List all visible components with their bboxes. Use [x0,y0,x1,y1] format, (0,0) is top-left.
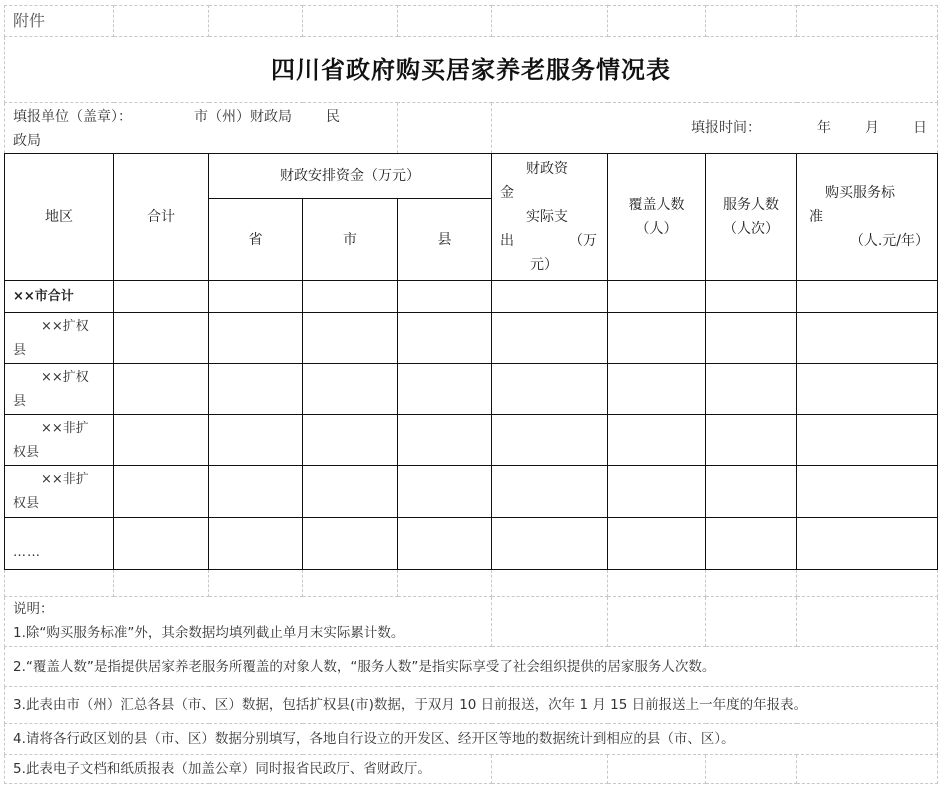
grid-cell[interactable] [209,570,303,597]
table-row [5,466,938,518]
header-province: 省 [209,199,303,281]
data-cell[interactable] [114,466,209,518]
data-cell[interactable] [608,313,706,364]
grid-cell[interactable] [492,570,608,597]
row-label-line: 权县 [13,496,40,511]
grid-cell[interactable] [797,755,938,784]
row-label-line: ××非扩 [41,472,89,487]
data-cell[interactable] [492,466,608,518]
data-cell[interactable] [114,364,209,415]
data-cell[interactable] [209,518,303,570]
data-cell[interactable] [797,364,938,415]
note-item-2: 2.“覆盖人数”是指提供居家养老服务所覆盖的对象人数，“服务人数”是指实际享受了社会组织提供的居家服务人次数。 [5,647,938,687]
data-cell[interactable] [797,415,938,466]
header-purchase-standard [797,154,938,281]
fill-unit-label: 填报单位（盖章）： [13,109,132,125]
grid-cell[interactable] [608,6,706,37]
header-actual-spend-line: 出 [500,233,514,249]
header-service-count [706,154,797,281]
header-coverage-line: 覆盖人数 [628,197,685,213]
data-cell[interactable] [797,466,938,518]
data-cell[interactable] [209,466,303,518]
grid-cell[interactable] [398,103,492,154]
data-cell[interactable] [608,281,706,313]
data-cell[interactable] [492,364,608,415]
header-coverage [608,154,706,281]
data-cell[interactable] [398,364,492,415]
page-title: 四川省政府购买居家养老服务情况表 [5,37,938,103]
header-county: 县 [398,199,492,281]
grid-cell[interactable] [706,570,797,597]
grid-cell[interactable] [608,570,706,597]
data-cell[interactable] [398,313,492,364]
data-cell[interactable] [303,281,398,313]
header-standard-line: （人.元/年） [849,233,929,249]
grid-cell[interactable] [797,570,938,597]
row-label [5,364,114,415]
data-cell[interactable] [303,518,398,570]
data-cell[interactable] [706,364,797,415]
data-cell[interactable] [797,313,938,364]
data-cell[interactable] [492,313,608,364]
data-cell[interactable] [398,415,492,466]
header-actual-spend-line: 元） [530,257,558,273]
month-label: 月 [865,120,879,136]
note-item-4: 4.请将各行政区划的县（市、区）数据分别填写，各地自行设立的开发区、经开区等地的数据统计到相应的县（市、区）。 [5,724,938,755]
grid-cell[interactable] [398,6,492,37]
table-row [5,281,938,313]
fill-unit-cell[interactable] [5,103,398,154]
data-cell[interactable] [608,415,706,466]
header-actual-spend-line: （万 [569,233,597,249]
header-service-line: （人次） [723,221,779,237]
row-label-line: ××扩权 [41,370,89,385]
grid-cell[interactable] [797,6,938,37]
grid-cell[interactable] [492,597,608,647]
grid-cell[interactable] [303,570,398,597]
row-label-line: 县 [13,343,27,358]
row-label [5,415,114,466]
grid-cell[interactable] [706,6,797,37]
report-form [4,5,938,784]
row-label: ××市合计 [5,281,114,313]
table-row [5,518,938,570]
data-cell[interactable] [303,313,398,364]
grid-cell[interactable] [608,597,706,647]
notes-heading: 说明： [13,601,54,617]
civil-affairs-label-part2: 政局 [13,133,41,149]
data-cell[interactable] [209,313,303,364]
notes-heading-cell [5,597,492,647]
header-standard-line: 购买服务标 [825,185,895,201]
data-cell[interactable] [209,415,303,466]
header-actual-spend [492,154,608,281]
header-actual-spend-line: 财政资 [526,161,568,177]
grid-cell[interactable] [303,6,398,37]
row-label-line: 县 [13,394,27,409]
note-item-3: 3.此表由市（州）汇总各县（市、区）数据，包括扩权县(市)数据，于双月 10 日前报送，次年 1 月 15 日前报送上一年度的年报表。 [5,687,938,724]
attachment-label: 附件 [5,6,114,37]
header-region: 地区 [5,154,114,281]
grid-cell[interactable] [706,597,797,647]
header-standard-line: 准 [809,209,823,225]
data-cell[interactable] [797,281,938,313]
header-service-line: 服务人数 [723,197,779,213]
data-cell[interactable] [706,415,797,466]
header-total: 合计 [114,154,209,281]
data-cell[interactable] [608,364,706,415]
grid-cell[interactable] [492,755,608,784]
data-cell[interactable] [492,415,608,466]
grid-cell[interactable] [209,6,303,37]
data-cell[interactable] [706,313,797,364]
grid-cell[interactable] [492,6,608,37]
row-label-line: ××扩权 [41,319,89,334]
data-cell[interactable] [114,313,209,364]
data-cell[interactable] [398,518,492,570]
day-label: 日 [913,120,927,136]
data-cell[interactable] [114,518,209,570]
table-row [5,364,938,415]
header-actual-spend-line: 实际支 [526,209,568,225]
grid-cell[interactable] [608,755,706,784]
row-label [5,313,114,364]
grid-cell[interactable] [706,755,797,784]
data-cell[interactable] [492,281,608,313]
finance-bureau-label: 市（州）财政局 [194,109,292,125]
grid-cell[interactable] [398,570,492,597]
data-cell[interactable] [608,518,706,570]
data-cell[interactable] [209,281,303,313]
fill-time-label: 填报时间： [691,120,761,136]
data-cell[interactable] [303,364,398,415]
data-cell[interactable] [706,518,797,570]
header-city: 市 [303,199,398,281]
data-cell[interactable] [209,364,303,415]
table-row [5,415,938,466]
table-row [5,313,938,364]
row-label-line: ××非扩 [41,421,89,436]
data-cell[interactable] [303,466,398,518]
header-coverage-line: （人） [635,221,678,237]
row-label-ellipsis: …… [5,518,114,570]
data-cell[interactable] [398,281,492,313]
data-cell[interactable] [398,466,492,518]
row-label-line: 权县 [13,445,40,460]
grid-cell[interactable] [797,597,938,647]
fill-time-cell[interactable] [492,103,938,154]
data-cell[interactable] [706,466,797,518]
data-cell[interactable] [114,281,209,313]
note-item-5: 5.此表电子文档和纸质报表（加盖公章）同时报省民政厅、省财政厅。 [5,755,492,784]
spreadsheet [4,5,937,783]
year-label: 年 [817,120,831,136]
data-cell[interactable] [303,415,398,466]
grid-cell[interactable] [114,6,209,37]
data-cell[interactable] [492,518,608,570]
note-item-1: 1.除“购买服务标准”外，其余数据均填列截止单月末实际累计数。 [13,625,405,641]
data-cell[interactable] [608,466,706,518]
header-fiscal-funds: 财政安排资金（万元） [209,154,492,199]
data-cell[interactable] [797,518,938,570]
row-label [5,466,114,518]
grid-cell[interactable] [114,570,209,597]
header-actual-spend-line: 金 [500,185,514,201]
grid-cell[interactable] [5,570,114,597]
data-cell[interactable] [706,281,797,313]
civil-affairs-label-part1: 民 [326,109,340,125]
data-cell[interactable] [114,415,209,466]
